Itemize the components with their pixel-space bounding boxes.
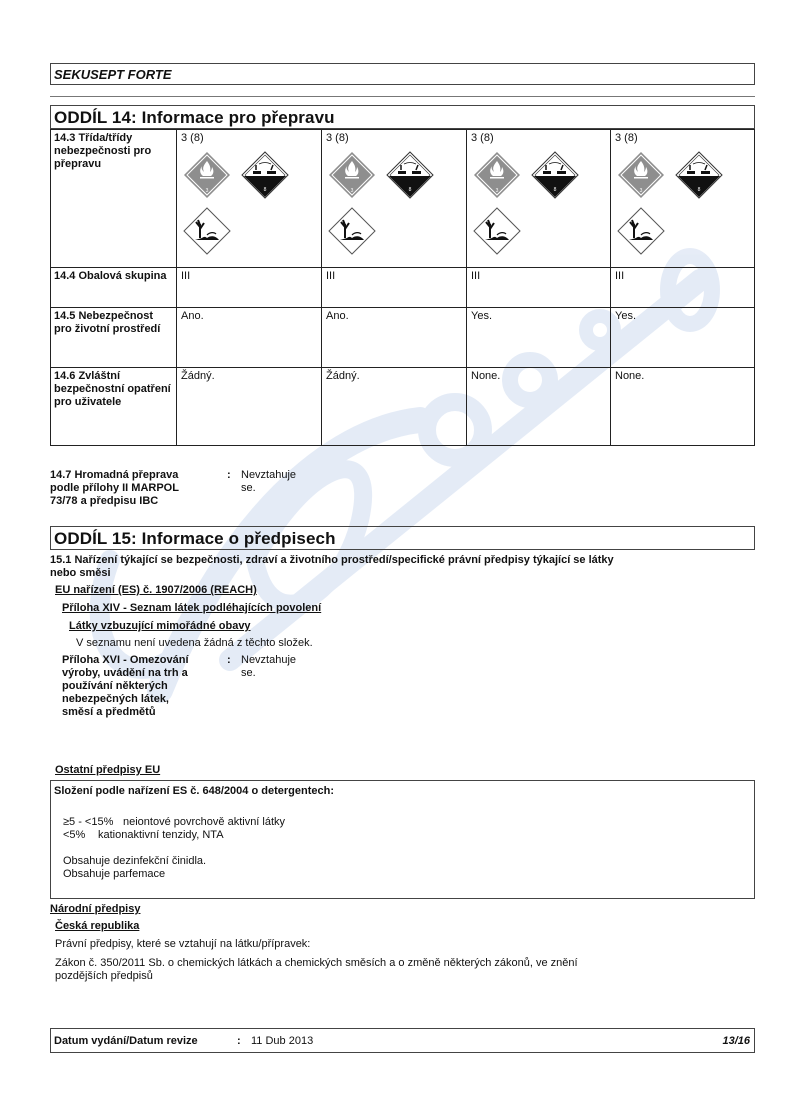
table-row-packing-group [51, 268, 755, 308]
corrosive-pictogram-icon [531, 151, 579, 199]
svg-text:3: 3 [639, 188, 643, 194]
svhc-heading: Látky vzbuzující mimořádné obavy [69, 620, 251, 632]
env-hazard-value: Yes. [611, 308, 755, 368]
pictogram-row [473, 207, 606, 255]
special-precautions-value: Žádný. [177, 368, 322, 446]
regulation-intro-line-1: 15.1 Nařízení týkající se bezpečnosti, zdraví a životního prostředí/specifické právní předpisy týkající se látky [50, 554, 614, 566]
hazard-class-cell [611, 130, 755, 268]
law-line-1: Zákon č. 350/2011 Sb. o chemických látkách a chemických směsích a o změně některých zákonů, ve znění [55, 957, 578, 969]
flammable-pictogram-icon [617, 151, 665, 199]
corrosive-pictogram-icon [675, 151, 723, 199]
environment-pictogram-icon [183, 207, 231, 255]
transport-table [50, 129, 755, 446]
separator: : [227, 469, 231, 481]
env-hazard-value: Ano. [322, 308, 467, 368]
hazard-class-value: 3 (8) [471, 132, 494, 144]
special-precautions-label: 14.6 Zvláštní bezpečnostní opatření pro uživatele [51, 368, 177, 446]
page-number: 13/16 [722, 1035, 750, 1047]
section-14-title: ODDÍL 14: Informace pro přepravu [54, 108, 335, 127]
svg-text:8: 8 [408, 187, 412, 193]
pictogram-row [328, 207, 462, 255]
reach-heading: EU nařízení (ES) č. 1907/2006 (REACH) [55, 584, 257, 596]
country-heading: Česká republika [55, 920, 140, 932]
env-hazard-value: Yes. [467, 308, 611, 368]
packing-group-value: III [177, 268, 322, 308]
product-header [50, 63, 755, 85]
svg-text:3: 3 [495, 188, 499, 194]
annex17-label [62, 654, 222, 719]
pictogram-row [328, 151, 462, 199]
label-line: 14.7 Hromadná přeprava [50, 469, 179, 481]
packing-group-label: 14.4 Obalová skupina [51, 268, 177, 308]
flammable-pictogram-icon [473, 151, 521, 199]
svg-text:8: 8 [697, 187, 701, 193]
other-eu-heading: Ostatní předpisy EU [55, 764, 161, 776]
svg-text:3: 3 [350, 188, 354, 194]
corrosive-pictogram-icon [241, 151, 289, 199]
special-precautions-value: None. [467, 368, 611, 446]
revision-date-label: Datum vydání/Datum revize [54, 1035, 198, 1047]
legal-intro: Právní předpisy, které se vztahují na látku/přípravek: [55, 938, 311, 950]
hazard-class-cell [177, 130, 322, 268]
table-row-env-hazard [51, 308, 755, 368]
hazard-class-value: 3 (8) [615, 132, 638, 144]
revision-date-value: 11 Dub 2013 [251, 1035, 314, 1047]
header-divider [50, 96, 755, 97]
label-line: směsí a předmětů [62, 706, 156, 718]
bulk-transport-label [50, 469, 210, 508]
label-line: používání některých [62, 680, 168, 692]
special-precautions-value: Žádný. [322, 368, 467, 446]
bulk-transport-value: Nevztahuje se. [241, 469, 297, 494]
detergent-desc: kationaktivní tenzidy, NTA [98, 829, 224, 841]
section-15-heading [50, 526, 755, 550]
label-line: Příloha XVI - Omezování [62, 654, 189, 666]
flammable-pictogram-icon [328, 151, 376, 199]
env-hazard-label: 14.5 Nebezpečnost pro životní prostředí [51, 308, 177, 368]
law-line-2: pozdějších předpisů [55, 970, 153, 982]
label-line: podle přílohy II MARPOL [50, 482, 179, 494]
pictogram-row [617, 151, 750, 199]
product-name: SEKUSEPT FORTE [54, 67, 172, 82]
env-hazard-value: Ano. [177, 308, 322, 368]
annex17-value: Nevztahuje se. [241, 654, 297, 679]
annex14-heading: Příloha XIV - Seznam látek podléhajících povolení [62, 602, 322, 614]
regulation-intro-line-2: nebo směsi [50, 567, 111, 579]
corrosive-pictogram-icon [386, 151, 434, 199]
detergent-note: Obsahuje dezinfekční činidla. [63, 855, 207, 867]
detergents-box [50, 780, 755, 899]
detergents-title: Složení podle nařízení ES č. 648/2004 o detergentech: [54, 785, 334, 797]
label-line: 73/78 a předpisu IBC [50, 495, 159, 507]
detergent-range: <5% [63, 829, 86, 841]
environment-pictogram-icon [473, 207, 521, 255]
pictogram-row [473, 151, 606, 199]
svg-text:8: 8 [553, 187, 557, 193]
detergent-range: ≥5 - <15% [63, 816, 114, 828]
svg-text:8: 8 [263, 187, 267, 193]
packing-group-value: III [467, 268, 611, 308]
special-precautions-value: None. [611, 368, 755, 446]
separator: : [237, 1035, 241, 1047]
packing-group-value: III [611, 268, 755, 308]
footer [50, 1028, 755, 1053]
section-14-heading [50, 105, 755, 129]
hazard-class-value: 3 (8) [181, 132, 204, 144]
svg-text:3: 3 [205, 188, 209, 194]
label-line: nebezpečných látek, [62, 693, 169, 705]
pictogram-row [617, 207, 750, 255]
environment-pictogram-icon [328, 207, 376, 255]
detergent-desc: neiontové povrchově aktivní látky [123, 816, 286, 828]
national-heading: Národní předpisy [50, 903, 141, 915]
flammable-pictogram-icon [183, 151, 231, 199]
hazard-class-label: 14.3 Třída/třídy nebezpečnosti pro přepravu [51, 130, 177, 268]
separator: : [227, 654, 231, 666]
table-row-hazard-class [51, 130, 755, 268]
pictogram-row [183, 151, 317, 199]
section-15-title: ODDÍL 15: Informace o předpisech [54, 529, 336, 548]
hazard-class-value: 3 (8) [326, 132, 349, 144]
hazard-class-cell [322, 130, 467, 268]
packing-group-value: III [322, 268, 467, 308]
label-line: výroby, uvádění na trh a [62, 667, 188, 679]
pictogram-row [183, 207, 317, 255]
table-row-special-precautions [51, 368, 755, 446]
svhc-text: V seznamu není uvedena žádná z těchto složek. [76, 637, 313, 649]
hazard-class-cell [467, 130, 611, 268]
environment-pictogram-icon [617, 207, 665, 255]
detergent-note: Obsahuje parfemace [63, 868, 166, 880]
